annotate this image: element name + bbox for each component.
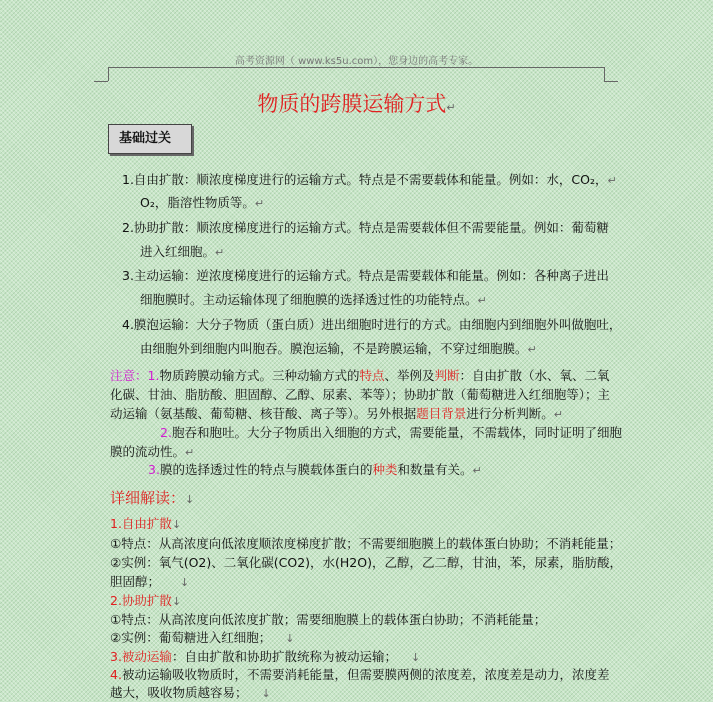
arrow-mark-icon: ↓	[180, 576, 190, 589]
basic-item-1-line1: 1.自由扩散：顺浓度梯度进行的运输方式。特点是不需要载体和能量。例如：水，CO₂，↵	[122, 172, 617, 187]
detail-s1-line1: ①特点：从高浓度向低浓度顺浓度梯度扩散；不需要细胞膜上的载体蛋白协助；不消耗能量；	[110, 536, 622, 551]
basic-item-2-line1: 2.协助扩散：顺浓度梯度进行的运输方式。特点是需要载体但不需要能量。例如：葡萄糖	[122, 220, 609, 235]
note-line-1: 注意：1.物质跨膜动输方式。三种动输方式的特点、举例及判断：自由扩散（水、氧、二氧	[110, 368, 610, 383]
detail-s2-line2: ②实例：葡萄糖进入红细胞； ↓	[110, 630, 295, 645]
header-corner-left-foot	[94, 81, 108, 82]
page-header-text: 高考资源网（ www.ks5u.com），您身边的高考专家。	[234, 56, 479, 67]
detail-s1-line3: 胆固醇； ↓	[110, 574, 190, 589]
header-rule	[108, 67, 604, 68]
note-line-6: 3.膜的选择透过性的特点与膜载体蛋白的种类和数量有关。↵	[148, 462, 482, 477]
note-line-3: 动运输（氨基酸、葡萄糖、核苷酸、离子等）。另外根据题目背景进行分析判断。↵	[110, 406, 564, 421]
paragraph-mark-icon: ↵	[477, 294, 487, 307]
basic-item-3-line1: 3.主动运输：逆浓度梯度进行的运输方式。特点是需要载体和能量。例如：各种离子进出	[122, 268, 609, 283]
basic-item-3-line2: 细胞膜时。主动运输体现了细胞膜的选择透过性的功能特点。↵	[140, 292, 487, 307]
paragraph-mark-icon: ↵	[553, 408, 564, 421]
paragraph-mark-icon: ↵	[527, 343, 537, 356]
arrow-mark-icon: ↓	[185, 493, 195, 506]
arrow-mark-icon: ↓	[171, 518, 182, 531]
detail-s2-title: 2.协助扩散↓	[110, 593, 182, 608]
arrow-mark-icon: ↓	[285, 632, 295, 645]
paragraph-mark-icon: ↵	[446, 101, 456, 114]
detail-heading: 详细解读：↓	[110, 489, 195, 507]
detail-s2-line1: ①特点：从高浓度向低浓度扩散；需要细胞膜上的载体蛋白协助；不消耗能量；	[110, 612, 547, 627]
note-line-2: 化碳、甘油、脂肪酸、胆固醇、乙醇、尿素、苯等）；协助扩散（葡萄糖进入红细胞等）；主	[110, 387, 611, 402]
detail-s1-title: 1.自由扩散↓	[110, 516, 182, 531]
basic-section-label: 基础过关	[108, 124, 192, 154]
detail-s4-line2: 越大，吸收物质越容易； ↓	[110, 685, 271, 700]
arrow-mark-icon: ↓	[410, 651, 421, 664]
basic-item-4-line2: 由细胞外到细胞内叫胞吞。膜泡运输，不是跨膜运输，不穿过细胞膜。↵	[140, 341, 537, 356]
note-label: 注意：	[110, 368, 148, 383]
note-line-4: 2.胞吞和胞吐。大分子物质出入细胞的方式，需要能量，不需载体，同时证明了细胞	[160, 425, 622, 440]
paragraph-mark-icon: ↵	[185, 446, 195, 459]
detail-s3-line: 3.被动运输：自由扩散和协助扩散统称为被动运输； ↓	[110, 649, 421, 664]
paragraph-mark-icon: ↵	[215, 246, 225, 259]
paragraph-mark-icon: ↵	[254, 197, 265, 210]
paragraph-mark-icon: ↵	[607, 174, 617, 187]
header-corner-right-foot	[604, 81, 618, 82]
document-title: 物质的跨膜运输方式↵	[257, 92, 456, 116]
detail-s4-line1: 4.被动运输吸收物质时，不需要消耗能量，但需要膜两侧的浓度差，浓度差是动力，浓度差	[110, 667, 610, 682]
basic-item-2-line2: 进入红细胞。↵	[140, 244, 225, 259]
arrow-mark-icon: ↓	[171, 595, 182, 608]
header-corner-right	[604, 67, 605, 81]
basic-item-1-line2: O₂，脂溶性物质等。↵	[140, 195, 265, 210]
note-line-5: 膜的流动性。↵	[110, 444, 195, 459]
paragraph-mark-icon: ↵	[472, 464, 482, 477]
arrow-mark-icon: ↓	[261, 687, 271, 700]
header-corner-left	[108, 67, 109, 81]
detail-s1-line2: ②实例：氧气(O2)、二氧化碳(CO2)，水(H2O)，乙醇，乙二醇，甘油，苯，尿素，脂肪酸，	[110, 555, 622, 570]
basic-item-4-line1: 4.膜泡运输：大分子物质（蛋白质）进出细胞时进行的方式。由细胞内到细胞外叫做胞吐，	[122, 317, 622, 332]
